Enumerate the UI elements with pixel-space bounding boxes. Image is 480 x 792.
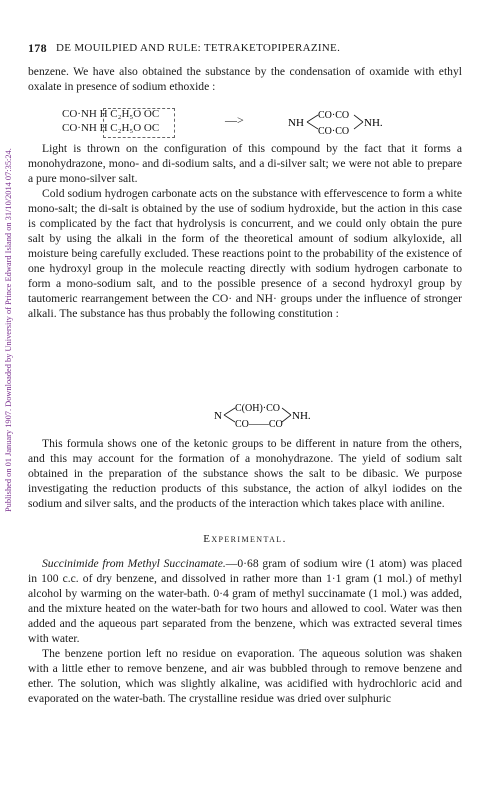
paragraph-6: The benzene portion left no residue on evaporation. The aqueous solution was shaken with a little ether to remove benzene, and air was bubbled through to remove benzene and ether. The solution, which was slightly alkaline, was acidified with hydrochloric acid and evaporated on the water-bath. The crystalline residue was dried over sulphuric bbox=[28, 647, 462, 705]
running-title: DE MOUILPIED AND RULE: TETRAKETOPIPERAZINE. bbox=[56, 42, 341, 54]
constitution-formula bbox=[28, 400, 462, 434]
reaction-arrow: —> bbox=[225, 113, 244, 127]
section-2 bbox=[28, 141, 462, 321]
experiment-text: —0·68 gram of sodium wire (1 atom) was placed in 100 c.c. of dry benzene, and dissolved in rather more than 1·1 gram (1 mol.) of methyl alcohol by warming on the water-bath. 0·4 gram of methyl succinamate (1 mol.) was added, and the mixture heated on the water-bath for two hours and allowed to cool. Water was then added and the aqueous part separated from the benzene, which was extracted several times with water. bbox=[28, 557, 462, 645]
paragraph-2: Light is thrown on the configuration of this compound by the fact that it forms a monohydrazone, mono- and di-sodium salts, and a di-silver salt; we were not able to prepare a pure mono-silver salt. bbox=[28, 142, 462, 185]
section-1 bbox=[28, 64, 462, 94]
elimination-box bbox=[103, 108, 175, 138]
section-3 bbox=[28, 436, 462, 511]
page-number: 178 bbox=[28, 41, 47, 55]
paragraph-4: This formula shows one of the ketonic groups to be different in nature from the others, and this may account for the formation of a monohydrazone. The yield of sodium salt obtained in the preparation of the substance shows the salt to be dibasic. We purpose investigating the reduction products of this substance, the action of alkyl iodides on the sodium and silver salts, and the products of the interaction which takes place with aniline. bbox=[28, 437, 462, 510]
section-4 bbox=[28, 556, 462, 706]
product-co-top: CO·CO bbox=[318, 110, 350, 121]
paragraph-1: benzene. We have also obtained the substance by the condensation of oxamide with ethyl oxalate in presence of sodium ethoxide : bbox=[28, 65, 462, 93]
formula-nh: NH. bbox=[292, 410, 311, 422]
download-notice: Published on 01 January 1907. Downloaded by University of Prince Edward Island on 31/10/2014 07:35:24. bbox=[4, 148, 13, 512]
reactant-line-bottom: CO·NH H C₂H₅O OC bbox=[62, 122, 160, 134]
reactant-line-top: CO·NH H C₂H₅O OC bbox=[62, 108, 160, 120]
paragraph-5 bbox=[28, 556, 462, 646]
formula-n: N bbox=[214, 410, 222, 422]
experiment-title: Succinimide from Methyl Succinamate. bbox=[42, 557, 226, 570]
condensation-equation bbox=[28, 107, 462, 141]
formula-top-line: C(OH)·CO bbox=[235, 403, 280, 414]
section-heading: Experimental. bbox=[203, 533, 287, 545]
paragraph-3: Cold sodium hydrogen carbonate acts on the substance with effervescence to form a white mono-salt; the di-salt is obtained by the use of sodium hydroxide, but the action in this case is complicated by the fact that hydrolysis is concurrent, and we could only obtain the pure salt by using the alkali in the form of the theoretical amount of sodium alkyloxide, all moisture being carefully excluded. These reactions point to the probability of the existence of one hydroxyl group in the molecule reacting directly with sodium hydrogen carbonate to form a mono-sodium salt, and to the possible presence of a second hydroxyl group by tautomeric rearrangement between the CO· and NH· groups under the influence of stronger alkali. The substance has thus probably the following constitution : bbox=[28, 187, 462, 320]
formula-bottom-line: CO——CO bbox=[235, 419, 283, 430]
product-formula bbox=[288, 107, 408, 137]
product-co-bottom: CO·CO bbox=[318, 126, 350, 137]
constitution-structure bbox=[214, 400, 334, 430]
product-nh-right: NH. bbox=[364, 117, 383, 129]
product-nh-left: NH bbox=[288, 117, 304, 129]
